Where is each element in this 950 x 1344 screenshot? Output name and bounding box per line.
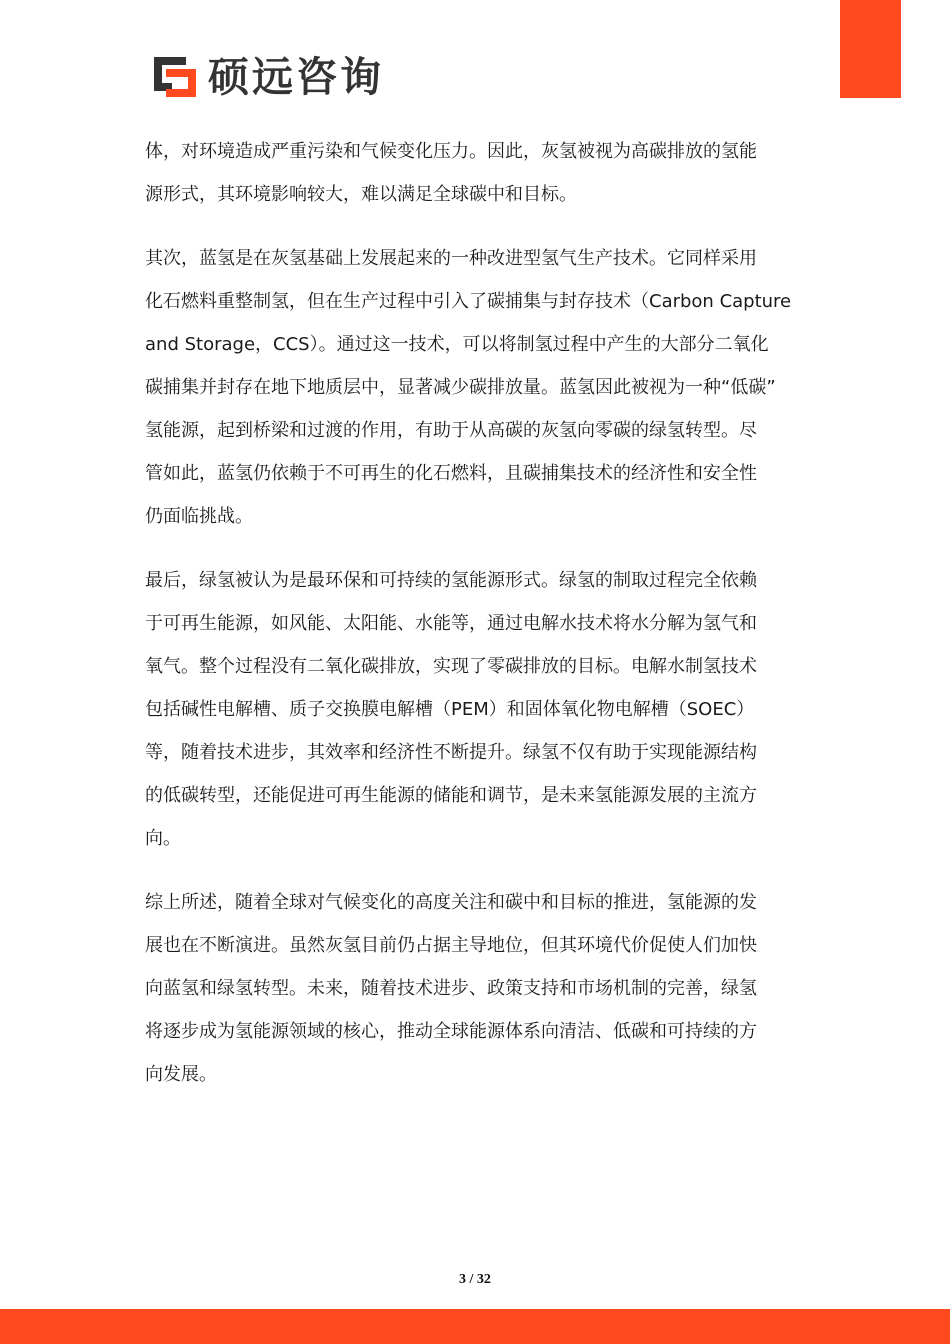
footer-accent-bar — [0, 1309, 950, 1344]
text-line: 碳捕集并封存在地下地质层中，显著减少碳排放量。蓝氢因此被视为一种“低碳” — [145, 377, 776, 398]
text-line: 的低碳转型，还能促进可再生能源的储能和调节，是未来氢能源发展的主流方 — [145, 785, 757, 806]
page-number: 3 / 32 — [459, 1272, 491, 1287]
text-line: 于可再生能源，如风能、太阳能、水能等，通过电解水技术将水分解为氢气和 — [145, 613, 757, 634]
text-line: 综上所述，随着全球对气候变化的高度关注和碳中和目标的推进，氢能源的发 — [145, 892, 757, 913]
text-line: 体，对环境造成严重污染和气候变化压力。因此，灰氢被视为高碳排放的氢能 — [145, 141, 757, 162]
text-line: 仍面临挑战。 — [145, 506, 253, 527]
text-line: 管如此，蓝氢仍依赖于不可再生的化石燃料，且碳捕集技术的经济性和安全性 — [145, 463, 757, 484]
text-line: 包括碱性电解槽、质子交换膜电解槽（PEM）和固体氧化物电解槽（SOEC） — [145, 699, 755, 720]
paragraph-grey-hydrogen-conclusion — [145, 130, 810, 216]
paragraph-blue-hydrogen — [145, 237, 810, 538]
text-line: and Storage，CCS）。通过这一技术，可以将制氢过程中产生的大部分二氧化 — [145, 334, 769, 355]
brand-logo — [154, 52, 384, 102]
text-line: 氢能源，起到桥梁和过渡的作用，有助于从高碳的灰氢向零碳的绿氢转型。尽 — [145, 420, 757, 441]
text-line: 源形式，其环境影响较大，难以满足全球碳中和目标。 — [145, 184, 577, 205]
corner-accent-bar — [840, 0, 901, 98]
document-body — [145, 130, 810, 1117]
text-line: 向蓝氢和绿氢转型。未来，随着技术进步、政策支持和市场机制的完善，绿氢 — [145, 978, 757, 999]
text-line: 其次，蓝氢是在灰氢基础上发展起来的一种改进型氢气生产技术。它同样采用 — [145, 248, 757, 269]
text-line: 化石燃料重整制氢，但在生产过程中引入了碳捕集与封存技术（Carbon Capture — [145, 291, 792, 312]
text-line: 向。 — [145, 828, 181, 849]
brand-bracket-logo-icon — [154, 57, 198, 97]
text-line: 最后，绿氢被认为是最环保和可持续的氢能源形式。绿氢的制取过程完全依赖 — [145, 570, 757, 591]
text-line: 氧气。整个过程没有二氧化碳排放，实现了零碳排放的目标。电解水制氢技术 — [145, 656, 757, 677]
text-line: 将逐步成为氢能源领域的核心，推动全球能源体系向清洁、低碳和可持续的方 — [145, 1021, 757, 1042]
paragraph-green-hydrogen — [145, 559, 810, 860]
paragraph-summary — [145, 881, 810, 1096]
text-line: 等，随着技术进步，其效率和经济性不断提升。绿氢不仅有助于实现能源结构 — [145, 742, 757, 763]
text-line: 展也在不断演进。虽然灰氢目前仍占据主导地位，但其环境代价促使人们加快 — [145, 935, 757, 956]
brand-name: 硕远咨询 — [208, 53, 384, 101]
text-line: 向发展。 — [145, 1064, 217, 1085]
